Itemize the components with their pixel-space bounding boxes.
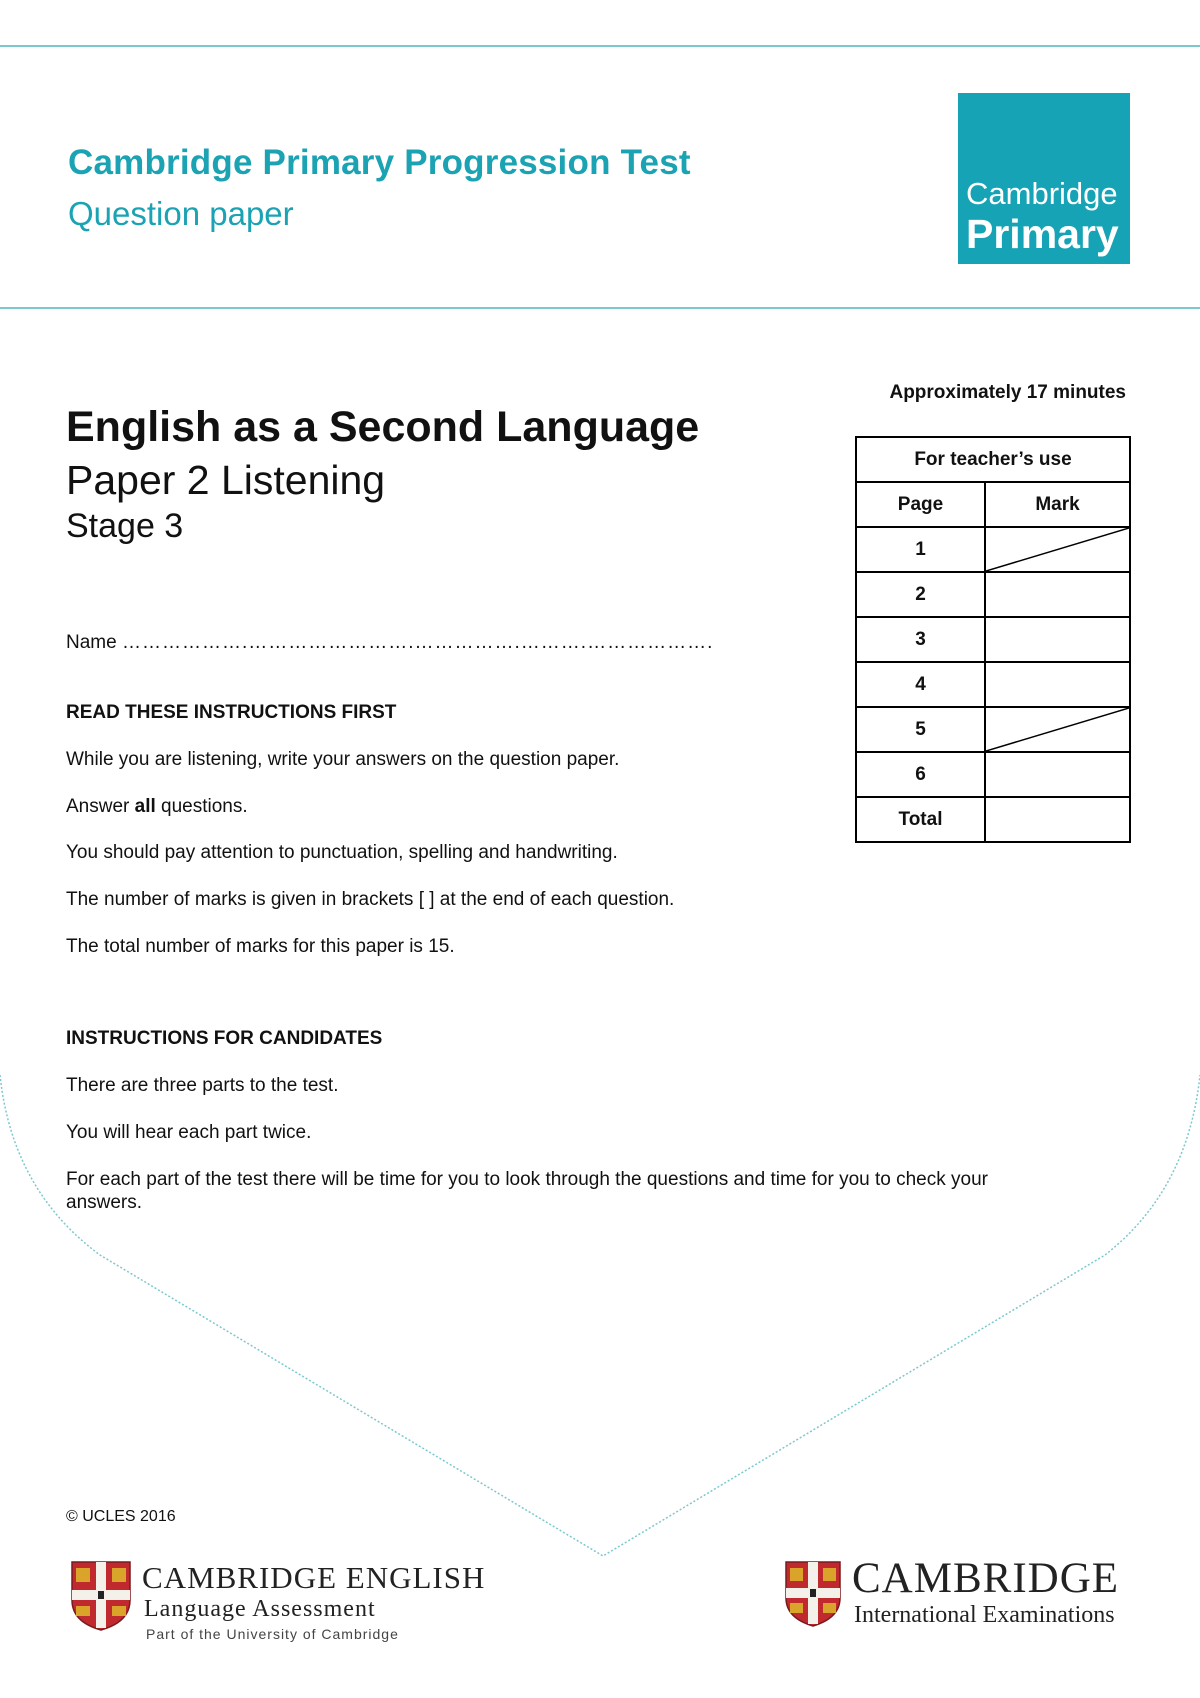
instruction-text: questions.: [155, 796, 248, 817]
diagonal-strike-icon: [986, 528, 1129, 571]
instruction-line: While you are listening, write your answers on the question paper.: [66, 749, 620, 770]
column-header-mark: Mark: [985, 482, 1130, 527]
instruction-line: The number of marks is given in brackets [ ] at the end of each question.: [66, 889, 675, 910]
page-number-cell: 3: [856, 617, 985, 662]
candidate-instructions-heading: INSTRUCTIONS FOR CANDIDATES: [66, 1028, 383, 1049]
diagonal-strike-icon: [986, 708, 1129, 751]
cambridge-wordmark: CAMBRIDGE: [852, 1555, 1120, 1602]
copyright-notice: © UCLES 2016: [66, 1508, 176, 1525]
page-number-cell: 1: [856, 527, 985, 572]
language-assessment-wordmark: Language Assessment: [144, 1596, 376, 1622]
instruction-line: There are three parts to the test.: [66, 1075, 339, 1096]
university-tagline: Part of the University of Cambridge: [146, 1626, 399, 1642]
instruction-line: The total number of marks for this paper is 15.: [66, 936, 455, 957]
cambridge-primary-logo: [958, 93, 1130, 264]
duration-label: Approximately 17 minutes: [889, 382, 1126, 403]
instructions-first-heading: READ THESE INSTRUCTIONS FIRST: [66, 702, 397, 723]
instruction-line: [66, 796, 248, 818]
mark-cell-disabled: [985, 707, 1130, 752]
international-examinations-wordmark: International Examinations: [854, 1602, 1115, 1628]
table-row: [856, 572, 1130, 617]
name-dotted-line: ……………….…………………….…………….……….……………….: [121, 632, 714, 653]
teacher-use-table: [855, 436, 1131, 843]
name-field[interactable]: [66, 632, 713, 654]
instruction-text: Answer: [66, 796, 135, 817]
instruction-line: You will hear each part twice.: [66, 1122, 312, 1143]
mark-cell[interactable]: [985, 617, 1130, 662]
table-row: [856, 662, 1130, 707]
table-row-total: [856, 797, 1130, 842]
top-divider: [0, 45, 1200, 47]
table-row: [856, 752, 1130, 797]
university-crest-icon: [784, 1560, 842, 1628]
university-crest-icon: [70, 1560, 132, 1632]
instruction-emphasis: all: [134, 796, 156, 817]
mark-cell-disabled: [985, 527, 1130, 572]
mark-cell[interactable]: [985, 572, 1130, 617]
page-number-cell: 2: [856, 572, 985, 617]
page-number-cell: 5: [856, 707, 985, 752]
total-label: Total: [856, 797, 985, 842]
page-number-cell: 4: [856, 662, 985, 707]
column-header-page: Page: [856, 482, 985, 527]
page-number-cell: 6: [856, 752, 985, 797]
total-mark-cell[interactable]: [985, 797, 1130, 842]
teacher-table-title: For teacher’s use: [856, 437, 1130, 482]
document-type: Question paper: [68, 195, 294, 232]
table-row: [856, 617, 1130, 662]
instruction-line: You should pay attention to punctuation, spelling and handwriting.: [66, 842, 618, 863]
table-row: [856, 527, 1130, 572]
brand-line-1: Cambridge: [966, 176, 1118, 211]
table-row: [856, 707, 1130, 752]
name-label: Name: [66, 632, 117, 653]
stage-label: Stage 3: [66, 507, 184, 545]
paper-title: Paper 2 Listening: [66, 457, 386, 503]
mark-cell[interactable]: [985, 662, 1130, 707]
series-title: Cambridge Primary Progression Test: [68, 143, 691, 182]
subject-title: English as a Second Language: [66, 403, 700, 451]
cambridge-english-wordmark: CAMBRIDGE ENGLISH: [142, 1560, 486, 1595]
brand-line-2: Primary: [966, 211, 1119, 257]
mark-cell[interactable]: [985, 752, 1130, 797]
instruction-line: For each part of the test there will be time for you to look through the questions and time for you to check your answers.: [66, 1169, 988, 1213]
header-divider: [0, 307, 1200, 309]
